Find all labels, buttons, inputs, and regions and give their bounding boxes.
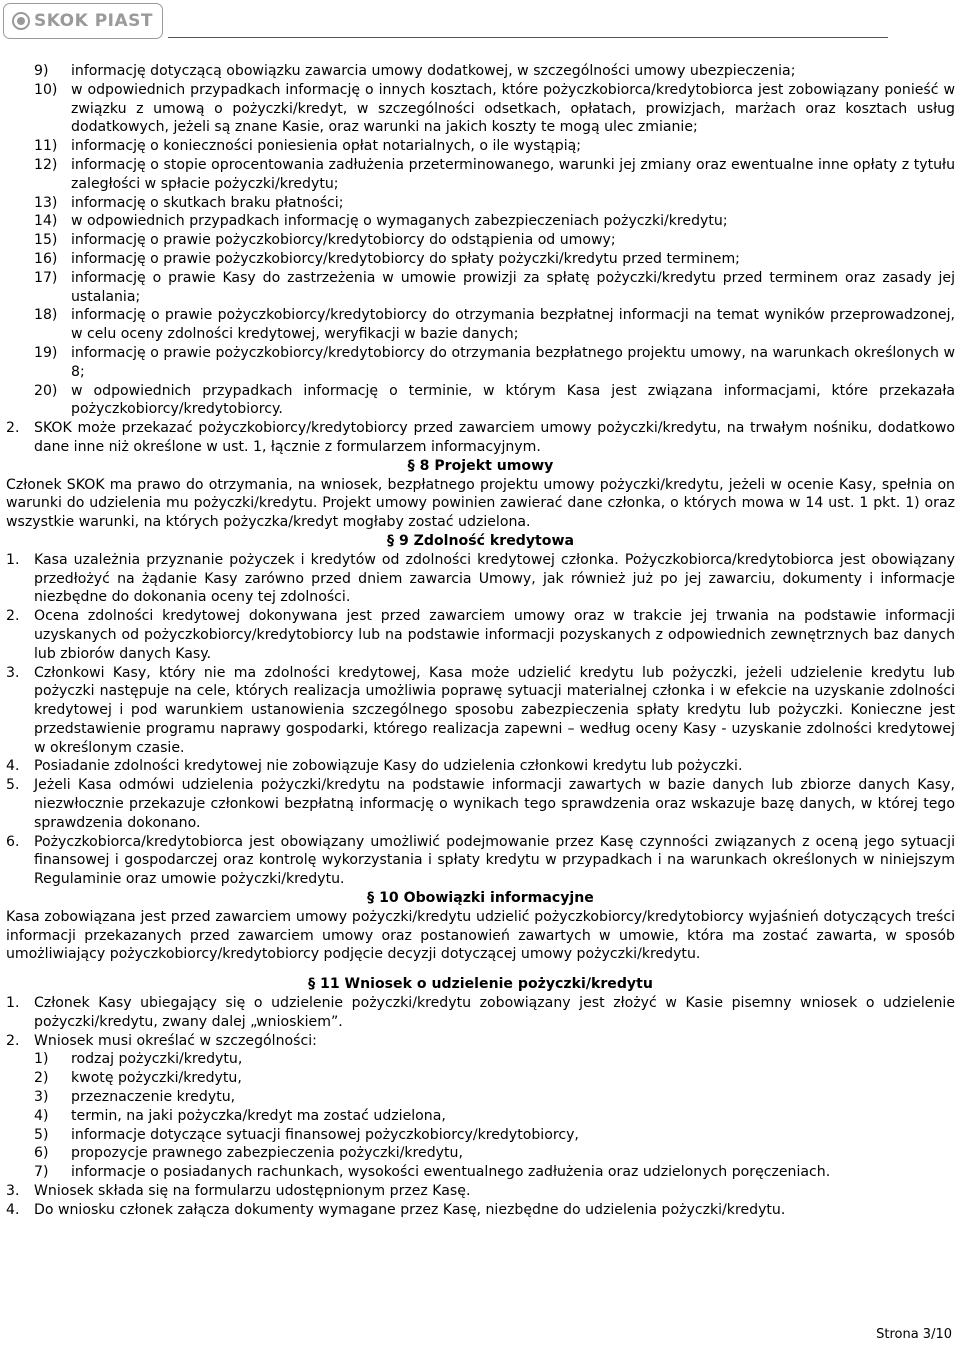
- item-text: Pożyczkobiorca/kredytobiorca jest obowiązany umożliwić podejmowanie przez Kasę czynności związanych z oceną jego sytuacji finansowej i gospodarczej oraz kontrolę wykorzystania i spłaty kredytu w przypadkach i na warunkach określonych w niniejszym Regulaminie oraz umowie pożyczki/kredytu.: [34, 833, 955, 888]
- list-item: [6, 137, 955, 156]
- item-text: termin, na jaki pożyczka/kredyt ma zostać udzielona,: [71, 1107, 446, 1124]
- item-number: 1.: [6, 995, 20, 1012]
- section-heading-10: § 10 Obowiązki informacyjne: [367, 890, 594, 907]
- item-number: 5.: [6, 777, 20, 794]
- item-text: Kasa uzależnia przyznanie pożyczek i kredytów od zdolności kredytowej członka. Pożyczkobiorca/kredytobiorca jest obowiązany przedłożyć na żądanie Kasy zarówno przed dniem zawarcia Umowy, jak również już po jej zawarciu, dokumenty i informacje niezbędne do dokonania oceny tej zdolności.: [34, 551, 955, 606]
- item-number: 3.: [6, 664, 20, 681]
- item-text: informację o prawie pożyczkobiorcy/kredytobiorcy do odstąpienia od umowy;: [71, 232, 616, 249]
- section-heading-11: § 11 Wniosek o udzielenie pożyczki/kredytu: [308, 976, 653, 993]
- item-number: 5): [34, 1126, 49, 1143]
- item-number: 18): [34, 307, 58, 324]
- item-number: 4.: [6, 758, 20, 775]
- item-text: informację o konieczności poniesienia opłat notarialnych, o ile wystąpią;: [71, 138, 582, 155]
- section-item: [6, 419, 955, 457]
- item-number: 2.: [6, 1032, 20, 1049]
- item-text: informację o prawie Kasy do zastrzeżenia w umowie prowizji za spłatę pożyczki/kredytu przed terminem oraz zasady jej ustalania;: [71, 269, 955, 305]
- logo-text: SKOK PIAST: [34, 11, 153, 31]
- item-number: 7): [34, 1164, 49, 1181]
- list-item: [6, 212, 955, 231]
- list-item: [6, 1050, 955, 1069]
- item-number: 6): [34, 1145, 49, 1162]
- list-item: [6, 250, 955, 269]
- item-number: 4): [34, 1107, 49, 1124]
- section-9-list: [6, 551, 955, 889]
- section-8-text: Członek SKOK ma prawo do otrzymania, na wniosek, bezpłatnego projektu umowy pożyczki/kredytu, jeżeli w ocenie Kasy, spełnia on warunki do udzielenia mu pożyczki/kredytu. Projekt umowy powinien zawierać dane członka, o których mowa w 14 ust. 1 pkt. 1) oraz wszystkie warunki, na których pożyczka/kredyt mogłaby zostać udzielona.: [6, 476, 955, 531]
- section-item: [6, 776, 955, 832]
- section-heading-9: § 9 Zdolność kredytowa: [387, 532, 574, 549]
- list-item: [6, 1107, 955, 1126]
- item-number: 6.: [6, 833, 20, 850]
- item-number: 3.: [6, 1183, 20, 1200]
- item-number: 13): [34, 194, 58, 211]
- list-item: [6, 269, 955, 307]
- list-item: [6, 231, 955, 250]
- item-number: 1): [34, 1051, 49, 1068]
- list-item: [6, 306, 955, 344]
- item-number: 17): [34, 269, 58, 286]
- item-number: 20): [34, 382, 58, 399]
- item-text: informację dotyczącą obowiązku zawarcia umowy dodatkowej, w szczególności umowy ubezpieczenia;: [71, 63, 796, 79]
- item-number: 14): [34, 213, 58, 230]
- section-item: [6, 1032, 955, 1051]
- item-text: Wniosek musi określać w szczególności:: [34, 1032, 317, 1049]
- item-number: 2.: [6, 608, 20, 625]
- item-text: informację o prawie pożyczkobiorcy/kredytobiorcy do otrzymania bezpłatnej informacji na temat wyników przeprowadzonej, w celu oceny zdolności kredytowej, weryfikacji w bazie danych;: [71, 307, 955, 343]
- item-text: w odpowiednich przypadkach informację o terminie, w którym Kasa jest związana informacjami, które przekazała pożyczkobiorcy/kredytobiorcy.: [71, 382, 955, 418]
- item-text: informację o skutkach braku płatności;: [71, 194, 344, 211]
- item-text: Posiadanie zdolności kredytowej nie zobowiązuje Kasy do udzielenia członkowi kredytu lub pożyczki.: [34, 758, 743, 775]
- document-body: [6, 62, 955, 1220]
- section-heading-8: § 8 Projekt umowy: [407, 457, 554, 474]
- list-item: [6, 344, 955, 382]
- item-text: kwotę pożyczki/kredytu,: [71, 1070, 242, 1087]
- item-text: Jeżeli Kasa odmówi udzielenia pożyczki/kredytu na podstawie informacji zawartych w bazie danych lub zbiorze danych Kasy, niezwłocznie przekazuje członkowi bezpłatną informację o wynikach tego sprawdzenia oraz wskazuje bazę danych, w której tego sprawdzenia dokonano.: [34, 777, 955, 831]
- section-10-text: Kasa zobowiązana jest przed zawarciem umowy pożyczki/kredytu udzielić pożyczkobiorcy/kredytobiorcy wyjaśnień dotyczących treści informacji przekazanych przed zawarciem umowy oraz postanowień zawartych w umowie, która ma zostać zawarta, w sposób umożliwiający pożyczkobiorcy/kredytobiorcy podjęcie decyzji dotyczącej umowy pożyczki/kredytu.: [6, 908, 955, 963]
- section-item: [6, 1201, 955, 1220]
- list-item: [6, 382, 955, 420]
- item-number: 4.: [6, 1201, 20, 1218]
- list-item: [6, 62, 955, 81]
- item-number: 12): [34, 156, 58, 173]
- item-text: w odpowiednich przypadkach informację o wymaganych zabezpieczeniach pożyczki/kredytu;: [71, 213, 728, 230]
- item-text: SKOK może przekazać pożyczkobiorcy/kredytobiorcy przed zawarciem umowy pożyczki/kredytu, na trwałym nośniku, dodatkowo dane inne niż określone w ust. 1, łącznie z formularzem informacyjnym.: [34, 420, 955, 455]
- list-item: [6, 1126, 955, 1145]
- item-number: 15): [34, 232, 58, 249]
- item-text: propozycje prawnego zabezpieczenia pożyczki/kredytu,: [71, 1145, 463, 1162]
- list-item: [6, 1069, 955, 1088]
- page-number: Strona 3/10: [876, 1327, 952, 1342]
- item-text: informacje o posiadanych rachunkach, wysokości ewentualnego zadłużenia oraz udzielonych poręczeniach.: [71, 1164, 831, 1181]
- item-number: 3): [34, 1089, 49, 1106]
- item-number: 10): [34, 81, 58, 98]
- list-item: [6, 81, 955, 137]
- item-text: informację o prawie pożyczkobiorcy/kredytobiorcy do spłaty pożyczki/kredytu przed terminem;: [71, 250, 740, 267]
- item-number: 9): [34, 63, 49, 79]
- header-rule: [168, 37, 888, 38]
- logo-emblem-icon: [12, 12, 30, 30]
- item-text: informacje dotyczące sytuacji finansowej pożyczkobiorcy/kredytobiorcy,: [71, 1126, 579, 1143]
- section-item: [6, 833, 955, 889]
- item-text: rodzaj pożyczki/kredytu,: [71, 1051, 243, 1068]
- item-text: Do wniosku członek załącza dokumenty wymagane przez Kasę, niezbędne do udzielenia pożyczki/kredytu.: [34, 1201, 786, 1218]
- item-text: informację o stopie oprocentowania zadłużenia przeterminowanego, warunki jej zmiany oraz ewentualne inne opłaty z tytułu zaległości w spłacie pożyczki/kredytu;: [71, 156, 955, 192]
- item-number: 2.: [6, 420, 20, 437]
- section-item: [6, 607, 955, 663]
- item-number: 19): [34, 344, 58, 361]
- section-item: [6, 757, 955, 776]
- section-11-sublist: [6, 1050, 955, 1182]
- list-item: [6, 194, 955, 213]
- item-text: Ocena zdolności kredytowej dokonywana jest przed zawarciem umowy oraz w trakcie jej trwania na podstawie informacji uzyskanych od pożyczkobiorcy/kredytobiorcy lub na podstawie informacji pozyskanych z odpowiednich zewnętrznych baz danych lub zbiorów danych Kasy.: [34, 608, 955, 662]
- information-list: [6, 62, 955, 419]
- list-item: [6, 156, 955, 194]
- item-number: 11): [34, 138, 58, 155]
- section-item: [6, 664, 955, 758]
- list-item: [6, 1144, 955, 1163]
- skok-piast-logo: [3, 3, 163, 39]
- item-text: przeznaczenie kredytu,: [71, 1089, 236, 1106]
- section-item: [6, 551, 955, 607]
- item-text: Wniosek składa się na formularzu udostępnionym przez Kasę.: [34, 1183, 471, 1200]
- item-text: Członek Kasy ubiegający się o udzielenie pożyczki/kredytu zobowiązany jest złożyć w Kasie pisemny wniosek o udzielenie pożyczki/kredytu, zwany dalej „wnioskiem”.: [34, 995, 955, 1030]
- item-text: Członkowi Kasy, który nie ma zdolności kredytowej, Kasa może udzielić kredytu lub pożyczki, jeżeli udzielenie kredytu lub pożyczki następuje na cele, których realizacja umożliwia poprawę sytuacji materialnej członka i w efekcie na uzyskanie zdolności kredytowej i pod warunkiem ustanowienia szczególnego sposobu zabezpieczenia spłaty kredytu lub pożyczki. Konieczne jest przedstawienie programu naprawy gospodarki, którego realizacja zapewni – według oceny Kasy - uzyskanie zdolności kredytowej w określonym czasie.: [34, 664, 955, 756]
- item-text: informację o prawie pożyczkobiorcy/kredytobiorcy do otrzymania bezpłatnego projektu umowy, na warunkach określonych w 8;: [71, 344, 955, 380]
- item-text: w odpowiednich przypadkach informację o innych kosztach, które pożyczkobiorca/kredytobiorca jest zobowiązany ponieść w związku z umową o pożyczki/kredyt, w szczególności odsetkach, opłatach, prowizjach, marżach oraz kosztach usług dodatkowych, jeżeli są znane Kasie, oraz warunki na jakich koszty te mogą ulec zmianie;: [71, 81, 955, 136]
- item-number: 16): [34, 250, 58, 267]
- item-number: 2): [34, 1070, 49, 1087]
- list-item: [6, 1088, 955, 1107]
- section-item: [6, 994, 955, 1032]
- list-item: [6, 1163, 955, 1182]
- section-item: [6, 1182, 955, 1201]
- item-number: 1.: [6, 551, 20, 568]
